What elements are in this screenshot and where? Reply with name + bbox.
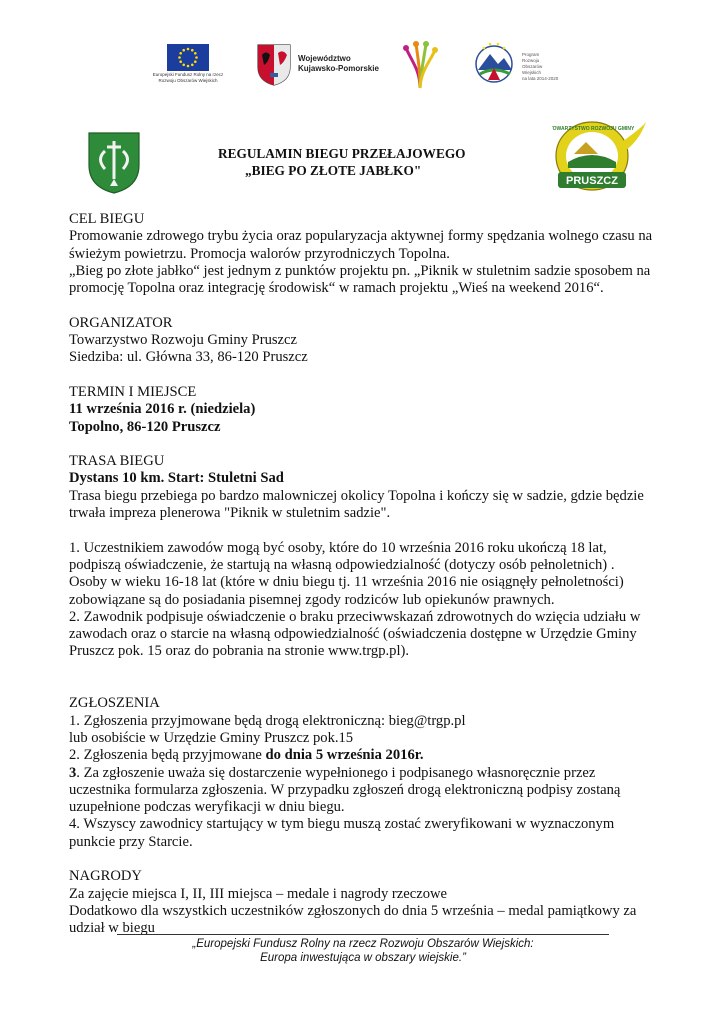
section-termin xyxy=(69,384,669,436)
zgloszenia-heading: ZGŁOSZENIA xyxy=(69,695,160,712)
wojewodztwo-line1: Województwo xyxy=(298,54,351,63)
zgloszenia-line5: uczestnika formularza zgłoszenia. W przypadku zgłoszeń drogą elektroniczną podpisy zostaną xyxy=(69,781,621,798)
trgp-badge-logo xyxy=(552,118,648,198)
zgloszenia-line4 xyxy=(69,765,669,782)
eu-stars-icon xyxy=(167,44,209,71)
organizator-line2: Siedziba: ul. Główna 33, 86-120 Pruszcz xyxy=(69,349,308,366)
footer-line2: Europa inwestująca w obszary wiejskie.” xyxy=(260,952,466,964)
trasa-rule-line7: Pruszcz pok. 15 oraz do pobrania na stronie www.trgp.pl). xyxy=(69,643,410,660)
zgloszenia-line4-number: 3 xyxy=(69,764,77,781)
badge-bottom-text: PRUSZCZ xyxy=(566,175,618,187)
termin-place: Topolno, 86-120 Pruszcz xyxy=(69,418,221,435)
zgloszenia-line7: 4. Wszyscy zawodnicy startujący w tym biegu muszą zostać zweryfikowani w wyznaczonym xyxy=(69,816,615,833)
trasa-heading: TRASA BIEGU xyxy=(69,453,165,470)
trasa-rule-line3: Osoby w wieku 16-18 lat (które w dniu biegu tj. 11 września 2016 nie osiągnęły pełnoletności) xyxy=(69,574,624,591)
footer xyxy=(117,937,609,965)
title-line1: REGULAMIN BIEGU PRZEŁAJOWEGO xyxy=(218,146,466,161)
leader-flower-logo xyxy=(400,40,440,92)
trasa-distance: Dystans 10 km. Start: Stuletni Sad xyxy=(69,470,284,487)
document-body xyxy=(69,211,669,937)
nagrody-heading: NAGRODY xyxy=(69,868,142,885)
zgloszenia-line2: lub osobiście w Urzędzie Gminy Pruszcz pok.15 xyxy=(69,729,354,746)
wojewodztwo-line2: Kujawsko-Pomorskie xyxy=(298,64,379,73)
termin-date: 11 września 2016 r. (niedziela) xyxy=(69,401,256,418)
section-trasa xyxy=(69,453,669,661)
section-nagrody xyxy=(69,868,669,937)
badge-top-text: TOWARZYSTWO ROZWOJU GMINY xyxy=(552,126,635,132)
gmina-crest-logo xyxy=(87,131,141,195)
cel-line4: promocję Topolna oraz integrację środowisk“ w ramach projektu „Wieś na weekend 2016“. xyxy=(69,280,604,297)
footer-line1: „Europejski Fundusz Rolny na rzecz Rozwoju Obszarów Wiejskich: xyxy=(192,938,534,950)
cel-heading: CEL BIEGU xyxy=(69,211,145,227)
zgloszenia-line4-text: . Za zgłoszenie uważa się dostarczenie wypełnionego i podpisanego własnoręcznie przez xyxy=(76,764,596,781)
zgloszenia-line8: punkcie przy Starcie. xyxy=(69,833,193,850)
eu-flag-logo xyxy=(167,44,209,71)
trasa-rule-line2: podpiszą oświadczenie, że startują na własną odpowiedzialność (dotyczy osób pełnoletnich) . xyxy=(69,556,615,573)
eu-caption: Europejski Fundusz Rolny na rzecz Rozwoju Obszarów Wiejskich xyxy=(152,72,224,83)
zgloszenia-line3 xyxy=(69,747,669,764)
nagrody-line3: udział w biegu xyxy=(69,920,155,937)
trasa-rule-line5: 2. Zawodnik podpisuje oświadczenie o braku przeciwwskazań zdrowotnych do wzięcia udziału w xyxy=(69,608,641,625)
section-zgloszenia xyxy=(69,695,669,851)
cel-line1: Promowanie zdrowego trybu życia oraz popularyzacja aktywnej formy spędzania wolnego czasu na xyxy=(69,228,653,245)
section-cel xyxy=(69,211,669,297)
wojewodztwo-name xyxy=(298,54,379,74)
trasa-rule-line4: zobowiązane są do posiadania pisemnej zgody rodziców lub opiekunów prawnych. xyxy=(69,591,555,608)
zgloszenia-line6: uzupełnione podczas weryfikacji w dniu biegu. xyxy=(69,799,345,816)
zgloszenia-line3-text: 2. Zgłoszenia będą przyjmowane xyxy=(69,747,266,764)
cel-line2: świeżym powietrzu. Promocja walorów przyrodniczych Topolna. xyxy=(69,245,450,262)
organizator-heading: ORGANIZATOR xyxy=(69,314,173,331)
prow-caption xyxy=(522,52,558,82)
termin-heading: TERMIN I MIEJSCE xyxy=(69,383,197,400)
trasa-line2: Trasa biegu przebiega po bardzo malowniczej okolicy Topolna i kończy się w sadzie, gdzie będzie xyxy=(69,487,644,504)
section-organizator xyxy=(69,315,669,367)
organizator-line1: Towarzystwo Rozwoju Gminy Pruszcz xyxy=(69,332,297,349)
footer-divider xyxy=(117,934,609,935)
prow-line3: Obszarów xyxy=(522,64,543,69)
title-line2: „BIEG PO ZŁOTE JABŁKO" xyxy=(245,163,422,178)
cel-line3: „Bieg po złote jabłko“ jest jednym z punktów projektu pn. „Piknik w stuletnim sadzie sposobem na xyxy=(69,262,651,279)
prow-line1: Program xyxy=(522,52,540,57)
prow-line2: Rozwoju xyxy=(522,58,540,63)
zgloszenia-line1: 1. Zgłoszenia przyjmowane będą drogą elektroniczną: bieg@trgp.pl xyxy=(69,712,466,729)
logo-strip xyxy=(0,38,725,98)
prow-line4: Wiejskich xyxy=(522,70,542,75)
prow-line5: na lata 2014-2020 xyxy=(522,76,559,81)
prow-logo xyxy=(474,40,514,86)
wojewodztwo-crest-logo xyxy=(256,43,292,87)
nagrody-line1: Za zajęcie miejsca I, II, III miejsca – medale i nagrody rzeczowe xyxy=(69,885,448,902)
trasa-rule-line1: 1. Uczestnikiem zawodów mogą być osoby, które do 10 września 2016 roku ukończą 18 lat, xyxy=(69,539,607,556)
trasa-rule-line6: zawodach oraz o starcie na własną odpowiedzialność (oświadczenia dostępne w Urzędzie Gminy xyxy=(69,626,637,643)
trasa-line3: trwała impreza plenerowa "Piknik w stuletnim sadzie". xyxy=(69,505,391,522)
nagrody-line2: Dodatkowo dla wszystkich uczestników zgłoszonych do dnia 5 września – medal pamiątkowy za xyxy=(69,902,637,919)
zgloszenia-deadline: do dnia 5 września 2016r. xyxy=(265,747,424,764)
